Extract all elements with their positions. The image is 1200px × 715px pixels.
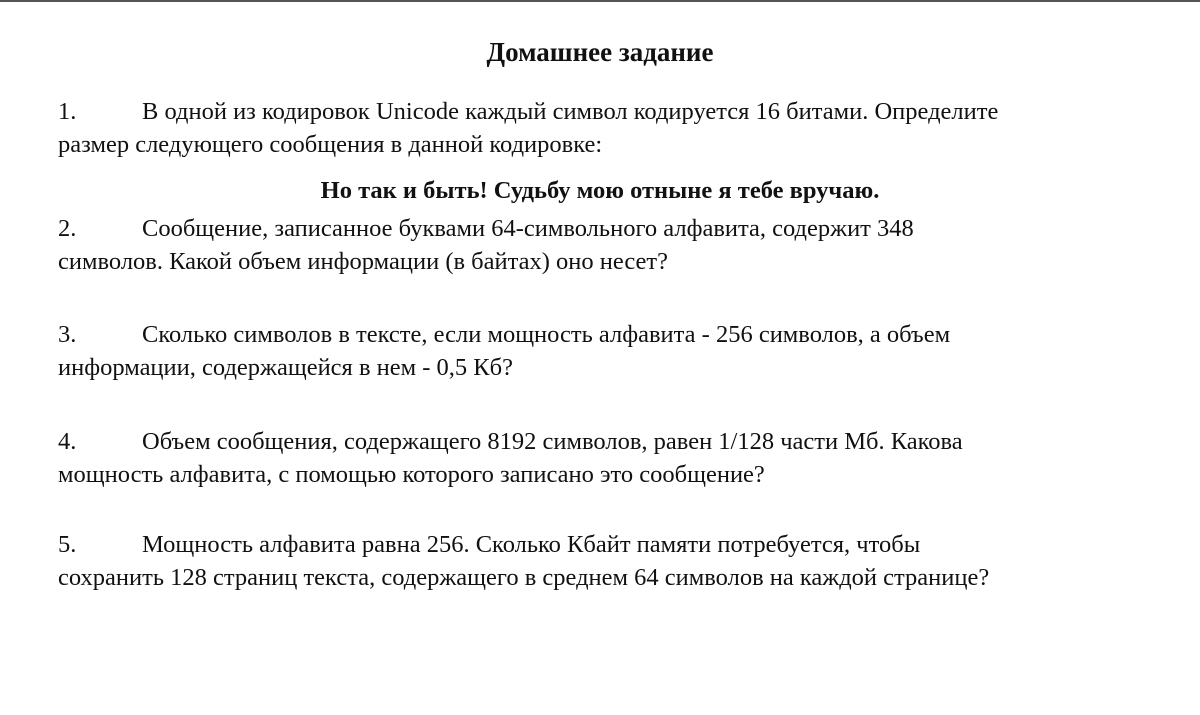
task-4-text-line1: Объем сообщения, содержащего 8192 символов, равен 1/128 части Мб. Какова (142, 428, 963, 455)
task-5-text-line2: сохранить 128 страниц текста, содержащего в среднем 64 символов на каждой странице? (58, 564, 990, 591)
task-1 (58, 95, 1168, 161)
task-5-number: 5. (58, 531, 77, 558)
task-1-text-line2: размер следующего сообщения в данной кодировке: (58, 131, 603, 158)
task-2-number: 2. (58, 215, 77, 242)
task-3-number: 3. (58, 321, 77, 348)
task-3-text-line2: информации, содержащейся в нем - 0,5 Кб? (58, 354, 513, 381)
task-3-first-line (58, 318, 1168, 351)
task-5-first-line (58, 528, 1168, 561)
task-2-text-line2: символов. Какой объем информации (в байтах) оно несет? (58, 248, 668, 275)
task-5 (58, 528, 1168, 594)
quoted-message: Но так и быть! Судьбу мою отныне я тебе вручаю. (320, 177, 880, 204)
task-2-text-line1: Сообщение, записанное буквами 64-символьного алфавита, содержит 348 (142, 215, 914, 242)
task-4-number: 4. (58, 428, 77, 455)
document-title: Домашнее задание (486, 37, 714, 67)
task-2-first-line (58, 212, 1168, 245)
task-3-text-line1: Сколько символов в тексте, если мощность алфавита - 256 символов, а объем (142, 321, 951, 348)
task-1-first-line (58, 95, 1168, 128)
task-4-text-line2: мощность алфавита, с помощью которого записано это сообщение? (58, 461, 765, 488)
task-2 (58, 212, 1168, 278)
task-5-text-line1: Мощность алфавита равна 256. Сколько Кбайт памяти потребуется, чтобы (142, 531, 921, 558)
task-4-first-line (58, 425, 1168, 458)
task-1-text-line1: В одной из кодировок Unicode каждый символ кодируется 16 битами. Определите (142, 98, 999, 125)
task-4 (58, 425, 1168, 491)
task-1-number: 1. (58, 98, 77, 125)
task-3 (58, 318, 1168, 384)
